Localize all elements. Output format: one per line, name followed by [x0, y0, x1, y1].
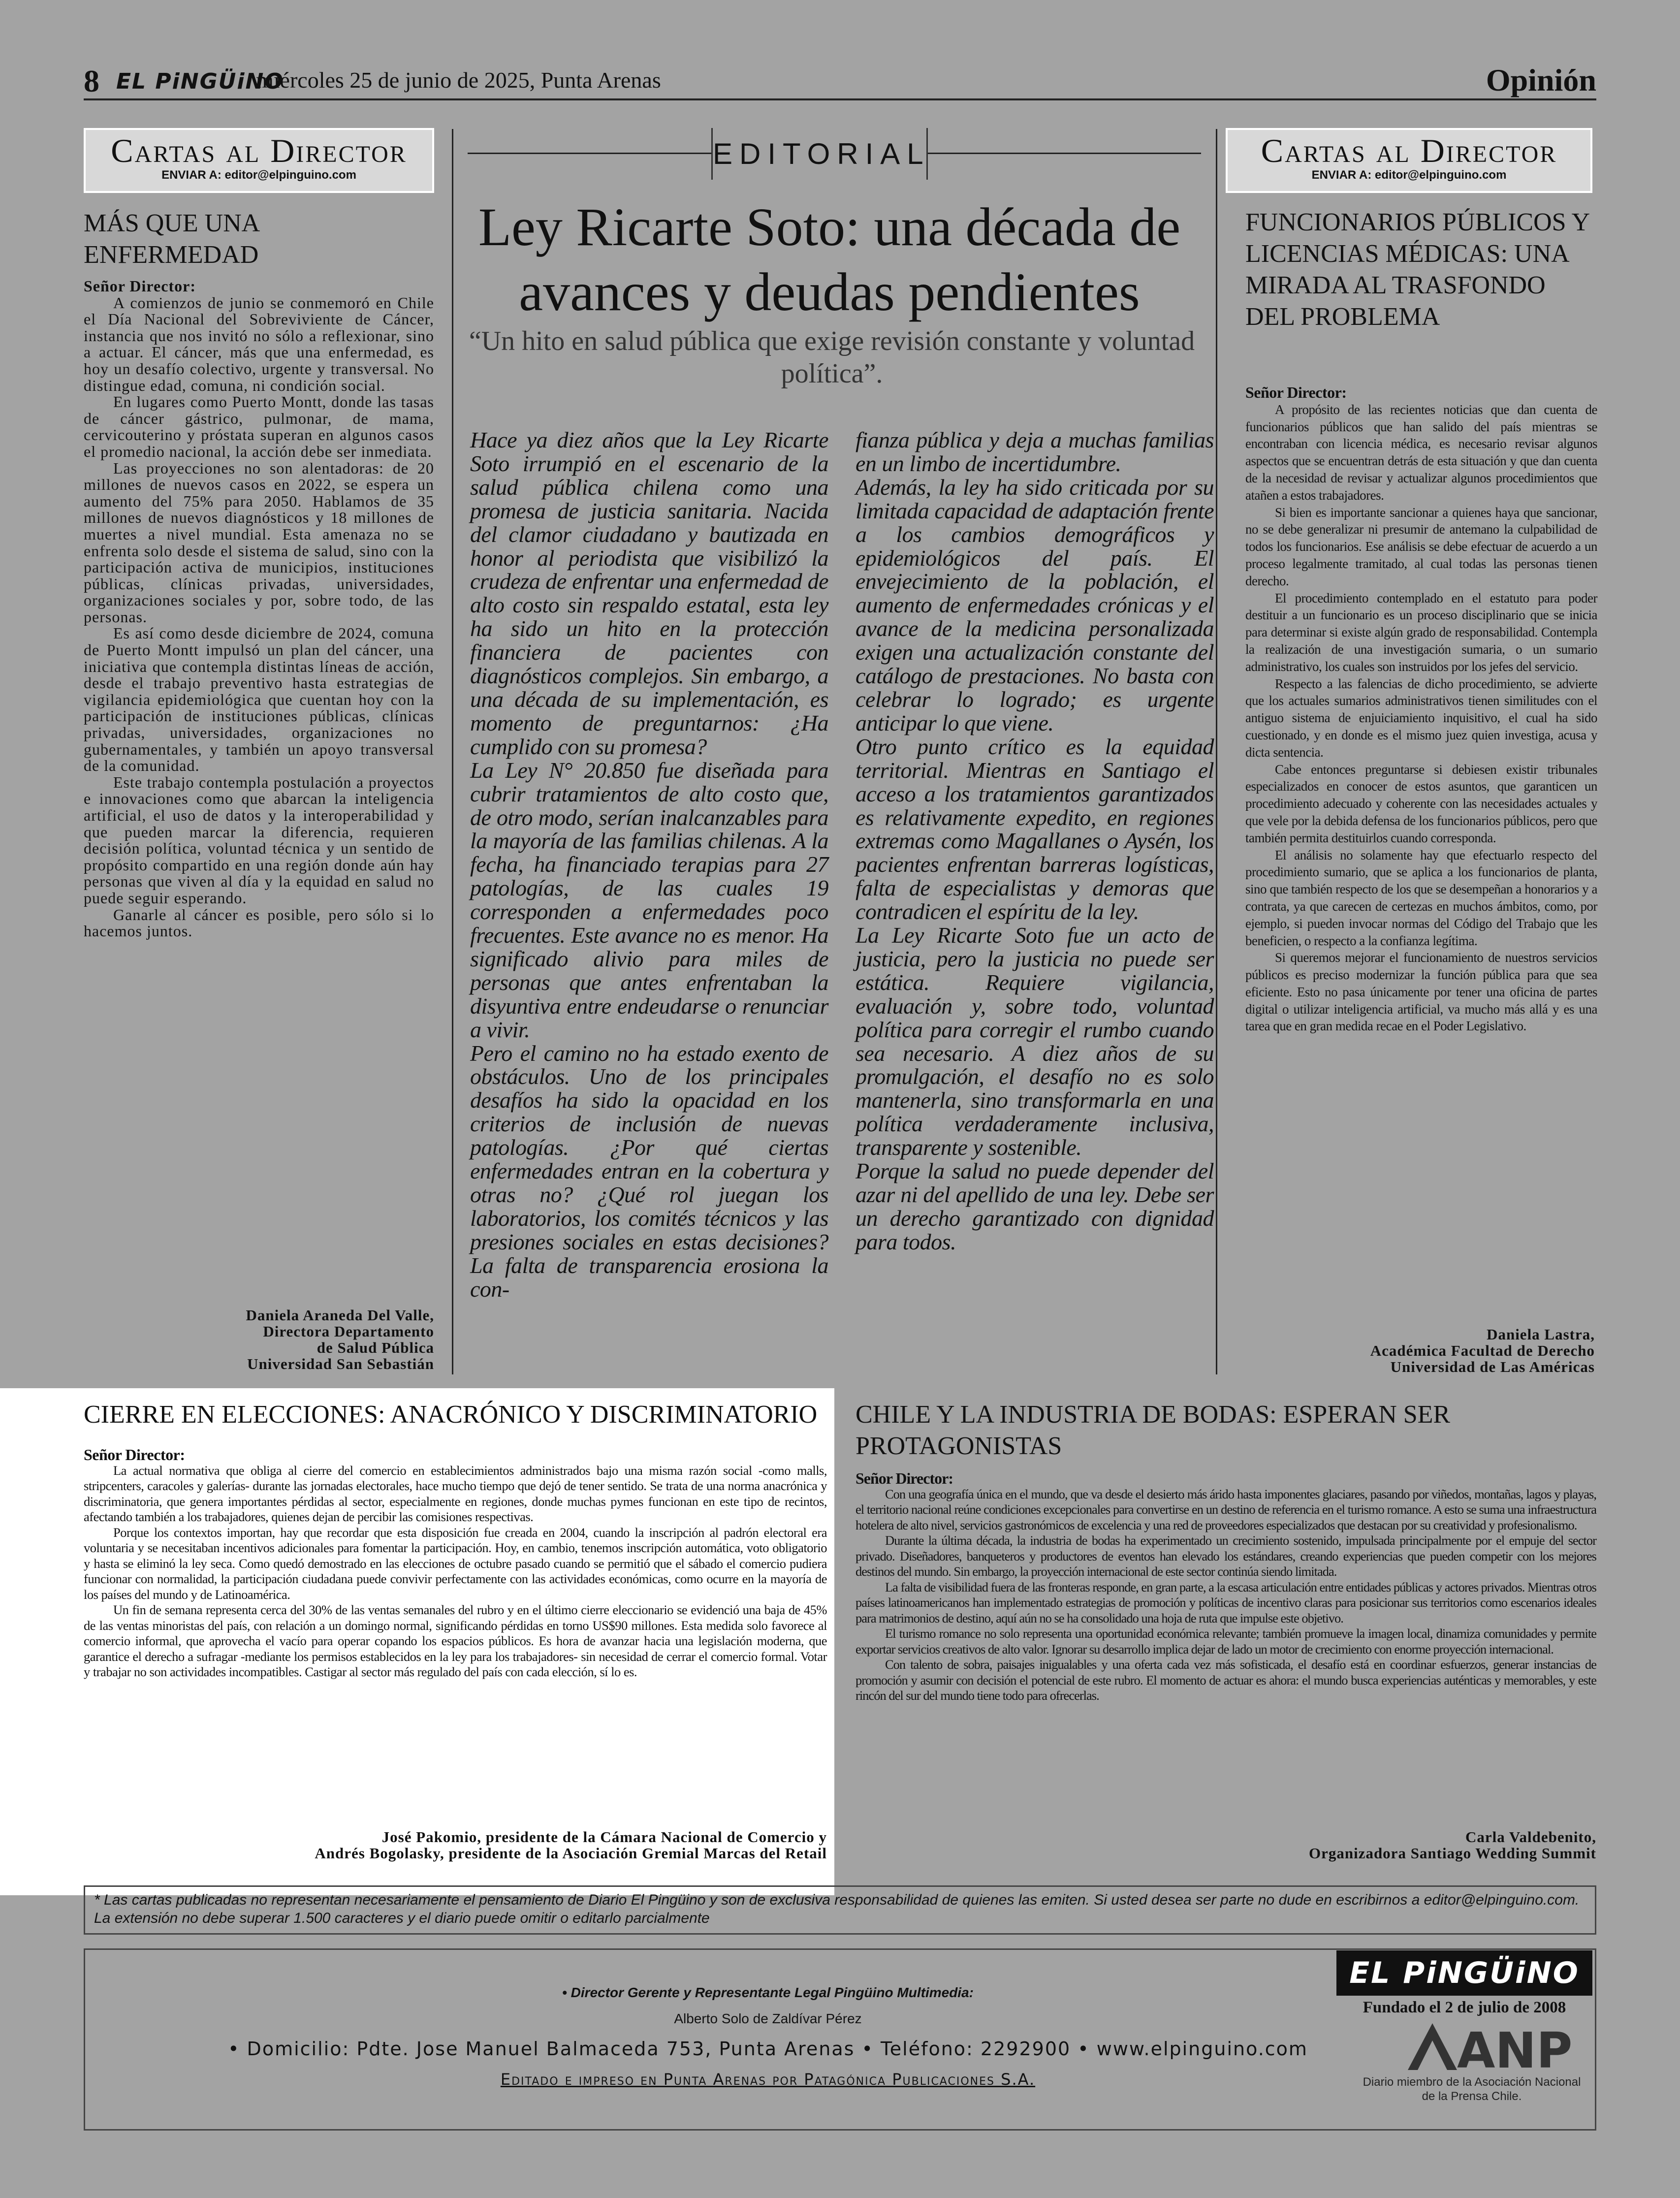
letter-body-right	[1245, 384, 1597, 1035]
paragraph: Durante la última década, la industria de bodas ha experimentado un crecimiento sostenido, impulsada principalmente por el empuje del sector privado. Diseñadores, banqueteros y productores de eventos han elevado los estándares, creando experiencias que pueden competir con los mejores destinos del mundo. Sin embargo, la proyección internacional de este sector continúa siendo limitada.	[856, 1533, 1596, 1579]
founded-date: Fundado el 2 de julio de 2008	[1363, 1999, 1566, 2016]
paragraph: En lugares como Puerto Montt, donde las tasas de cáncer gástrico, pulmonar, de mama, cervicouterino y próstata superan en algunos casos el promedio nacional, la acción debe ser inmediata.	[84, 393, 434, 460]
signature-line: Académica Facultad de Derecho	[1370, 1342, 1595, 1359]
letter-body-bottom-right	[856, 1471, 1596, 1704]
paragraph: Con talento de sobra, paisajes inigualables y una oferta cada vez más sofisticada, el desafío está en coordinar esfuerzos, generar instancias de promoción y asumir con decisión el potencial de este rubro. El momento de actuar es ahora: el mundo busca experiencias auténticas y memorables, y este rincón del sur del mundo tiene todo para ofrecerlas.	[856, 1657, 1596, 1703]
dateline: miércoles 25 de junio de 2025, Punta Arenas	[256, 67, 661, 93]
cartas-title: Cartas al Director	[1261, 132, 1557, 169]
paragraph: La actual normativa que obliga al cierre del comercio en establecimientos administrados bajo una misma razón social -como malls, stripcenters, caracoles y galerías- durante las jornadas electorales, hace mucho tiempo que dejó de tener sentido. Se trata de una norma anacrónica y discriminatoria, que genera importantes pérdidas al sector, especialmente en regiones, donde muchas pymes funcionan en este tipo de recintos, afectando también a los trabajadores, quienes dejan de percibir las comisiones respectivas.	[84, 1463, 827, 1524]
paragraph: El turismo romance no solo representa una oportunidad económica relevante; también promueve la imagen local, dinamiza comunidades y permite exportar servicios creativos de alto valor. Ignorar su desarrollo implica dejar de lado un motor de crecimiento con enorme proyección internacional.	[856, 1626, 1596, 1656]
letter-title: MÁS QUE UNA ENFERMEDAD	[84, 209, 259, 269]
paragraph: Si bien es importante sancionar a quienes haya que sancionar, no se debe generalizar ni presumir de antemano la culpabilidad de todos los funcionarios. Ese análisis se debe efectuar de acuerdo a un proceso legalmente tramitado, al cual todas las personas tienen derecho.	[1245, 505, 1597, 588]
signature-line: Daniela Lastra,	[1487, 1326, 1595, 1343]
send-to-email[interactable]: ENVIAR A: editor@elpinguino.com	[161, 168, 356, 182]
header-rule	[84, 98, 1596, 100]
paragraph: El procedimiento contemplado en el estatuto para poder destituir a un funcionario es un proceso disciplinario que se inicia para determinar si existe algún grado de responsabilidad. Contempla la realización de una investigación sumaria, o un sumario administrativo, los cuales son instruidos por los jefes del servicio.	[1245, 590, 1597, 674]
staff-role: • Director Gerente y Representante Legal Pingüino Multimedia:	[562, 1985, 974, 2000]
paragraph: A comienzos de junio se conmemoró en Chile el Día Nacional del Sobreviviente de Cáncer, instancia que nos invitó no sólo a reflexionar, sino a actuar. El cáncer, más que una enfermedad, es hoy un desafío colectivo, urgente y transversal. No distingue edad, comuna, ni condición social.	[84, 293, 434, 394]
anp-letters: ANP	[1457, 2022, 1573, 2079]
newspaper-logo: EL PiNGÜiNO	[1336, 1950, 1592, 1996]
signature-line: Universidad San Sebastián	[247, 1355, 434, 1372]
paragraph: Otro punto crítico es la equidad territorial. Mientras en Santiago el acceso a los tratamientos garantizados es relativamente expedito, en regiones extremas como Magallanes o Aysén, los pacientes enfrentan barreras logísticas, falta de especialistas y demoras que contradicen el espíritu de la ley.	[856, 733, 1214, 924]
paragraph: Cabe entonces preguntarse si debiesen existir tribunales especializados en conocer de estos asuntos, que garanticen un procedimiento adecuado y coherente con las necesidades actuales y que vele por la debida defensa de los funcionarios públicos, pero que también permita destituirlos cuando corresponda.	[1245, 762, 1597, 845]
salutation: Señor Director:	[856, 1469, 953, 1487]
editorial-column-2	[856, 428, 1214, 1254]
paragraph: Porque la salud no puede depender del azar ni del apellido de una ley. Debe ser un derecho garantizado con dignidad para todos.	[856, 1158, 1214, 1254]
paragraph: El análisis no solamente hay que efectuarlo respecto del procedimiento sumario, que se aplica a los funcionarios de planta, sino que también respecto de los que se desempeñan a honorarios y a contrata, ya que carecen de certezas en muchos ámbitos, como, por ejemplo, si pueden invocar normas del Código del Trabajo que les beneficien, o respecto a la confianza legítima.	[1245, 847, 1597, 948]
salutation: Señor Director:	[1245, 383, 1347, 401]
editorial-label: EDITORIAL	[713, 137, 930, 170]
anp-logo-icon	[1403, 2018, 1573, 2079]
send-to-email[interactable]: ENVIAR A: editor@elpinguino.com	[1311, 168, 1507, 182]
editorial-headline: Ley Ricarte Soto: una década de avances y deudas pendientes	[478, 197, 1181, 322]
printer-line: Editado e impreso en Punta Arenas por Patagónica Publicaciones S.A.	[500, 2070, 1036, 2089]
signature-line: Andrés Bogolasky, presidente de la Asociación Gremial Marcas del Retail	[315, 1845, 827, 1862]
paragraph: La falta de visibilidad fuera de las fronteras responde, en gran parte, a la escasa articulación entre entidades públicas y actores privados. Mientras otros países latinoamericanos han implementado estrategias de promoción y políticas de incentivo claras para posicionar sus territorios como escenarios ideales para matrimonios de destino, aquí aún no se ha consolidado una hoja de ruta que impulse este objetivo.	[856, 1579, 1596, 1625]
salutation: Señor Director:	[84, 1446, 185, 1464]
letter-title: FUNCIONARIOS PÚBLICOS Y LICENCIAS MÉDICAS: UNA MIRADA AL TRASFONDO DEL PROBLEMA	[1245, 208, 1589, 331]
letter-body-left	[84, 278, 434, 940]
paragraph: Las proyecciones no son alentadoras: de 20 millones de nuevos casos en 2022, se espera un aumento del 75% para 2050. Hablamos de 35 millones de nuevos diagnósticos y 18 millones de muertes a nivel mundial. Esta amenaza no se enfrenta solo desde el sistema de salud, sino con la participación activa de municipios, instituciones públicas, clínicas privadas, universidades, organizaciones sociales y por, sobre todo, de las personas.	[84, 459, 434, 626]
paragraph: Ganarle al cáncer es posible, pero sólo si lo hacemos juntos.	[84, 905, 434, 940]
signature-line: Organizadora Santiago Wedding Summit	[1308, 1845, 1596, 1862]
paragraph: La Ley N° 20.850 fue diseñada para cubrir tratamientos de alto costo que, de otro modo, serían inalcanzables para la mayoría de las familias chilenas. A la fecha, ha financiado terapias para 27 patologías, de las cuales 19 corresponden a enfermedades poco frecuentes. Este avance no es menor. Ha significado alivio para miles de personas que antes enfrentaban la disyuntiva entre endeudarse o renunciar a vivir.	[470, 757, 828, 1042]
signature-line: José Pakomio, presidente de la Cámara Nacional de Comercio y	[381, 1828, 827, 1846]
paragraph: Respecto a las falencias de dicho procedimiento, se advierte que los actuales sumarios administrativos tienen similitudes con el antiguo sistema de enjuiciamiento inquisitivo, el cual ha sido cuestionado, y en donde es el mismo juez quien investiga, acusa y dicta sentencia.	[1245, 676, 1597, 760]
signature-line: Universidad de Las Américas	[1390, 1358, 1595, 1375]
cartas-box-left	[84, 128, 434, 193]
paragraph: fianza pública y deja a muchas familias en un limbo de incertidumbre.	[856, 427, 1214, 476]
editorial-column-1	[470, 428, 828, 1301]
address-line: • Domicilio: Pdte. Jose Manuel Balmaceda 753, Punta Arenas • Teléfono: 2292900 • www.elpinguino.com	[228, 2038, 1308, 2060]
paragraph: Además, la ley ha sido criticada por su limitada capacidad de adaptación frente a los cambios demográficos y epidemiológicos del país. El envejecimiento de la población, el aumento de enfermedades crónicas y el avance de la medicina personalizada exigen una actualización constante del catálogo de prestaciones. No basta con celebrar lo logrado; es urgente anticipar lo que viene.	[856, 474, 1214, 735]
paragraph: Este trabajo contempla postulación a proyectos e innovaciones como que abarcan la inteligencia artificial, el uso de datos y la interoperabilidad y que pueden marcar la diferencia, requieren decisión política, voluntad técnica y un sentido de propósito compartido en una región donde aún hay personas que viven al día y la equidad en salud no puede seguir esperando.	[84, 773, 434, 907]
paragraph: Con una geografía única en el mundo, que va desde el desierto más árido hasta imponentes glaciares, pasando por viñedos, montañas, lagos y playas, el territorio nacional reúne condiciones excepcionales para convertirse en un destino de referencia en el turismo romance. A esto se suma una infraestructura hotelera de alto nivel, servicios gastronómicos de excelencia y una red de proveedores especializados que destacan por su creatividad y profesionalismo.	[856, 1486, 1596, 1532]
cartas-title: Cartas al Director	[111, 132, 407, 169]
disclaimer: * Las cartas publicadas no representan necesariamente el pensamiento de Diario El Pingüino y son de exclusiva responsabilidad de quienes las emiten. Si usted desea ser parte no dude en escribirnos a editor@elpinguino.com. La extensión no debe superar 1.500 caracteres y el diario puede omitir o editarlo parcialmente	[84, 1885, 1596, 1935]
paragraph: Si queremos mejorar el funcionamiento de nuestros servicios públicos es preciso modernizar la función pública para que sea eficiente. Esto no pasa únicamente por tener una oficina de partes digital o utilizar inteligencia artificial, va mucho más allá y es una tarea que en gran medida recae en el Poder Legislativo.	[1245, 950, 1597, 1034]
masthead-brand: EL PiNGÜiNO	[116, 69, 284, 94]
letter-body-bottom-left	[84, 1447, 827, 1680]
paragraph: Un fin de semana representa cerca del 30% de las ventas semanales del rubro y en el último cierre eleccionario se evidenció una baja de 45% de las ventas minoristas del país, con relación a un domingo normal, significando pérdidas en torno US$90 millones. Esta medida solo favorece al comercio informal, que aprovecha el vacío para operar copando los espacios públicos. Es hora de avanzar hacia una legislación moderna, que garantice el derecho a sufragar -mediante los permisos establecidos en la ley para los trabajadores- sin necesidad de cerrar el comercio formal. Votar y trabajar no son actividades incompatibles. Castigar al sector más regulado del país con cada elección, sí lo es.	[84, 1602, 827, 1679]
paragraph: Hace ya diez años que la Ley Ricarte Soto irrumpió en el escenario de la salud pública chilena como una promesa de justicia sanitaria. Nacida del clamor ciudadano y bautizada en honor al periodista que visibilizó la crudeza de enfrentar una enfermedad de alto costo sin respaldo estatal, esta ley ha sido un hito en la protección financiera de pacientes con diagnósticos complejos. Sin embargo, a una década de su implementación, es momento de preguntarnos: ¿Ha cumplido con su promesa?	[470, 427, 828, 759]
paragraph: Porque los contextos importan, hay que recordar que esta disposición fue creada en 2004, cuando la inscripción al padrón electoral era voluntaria y se necesitaban incentivos adicionales para fomentar la participación. Hoy, en cambio, tenemos inscripción automática, voto obligatorio y hasta se eliminó la ley seca. Como quedó demostrado en las elecciones de octubre pasado cuando se permitió que el sábado el comercio pudiera funcionar con normalidad, la participación ciudadana puede convivir perfectamente con las actividades económicas, como ocurre en la mayoría de los países del mundo y de Latinoamérica.	[84, 1525, 827, 1602]
cartas-box-right	[1226, 128, 1592, 193]
signature-line: de Salud Pública	[317, 1339, 434, 1356]
signature-line: Carla Valdebenito,	[1465, 1828, 1596, 1846]
paragraph: A propósito de las recientes noticias que dan cuenta de funcionarios públicos que han salido del país mientras se encontraban con licencia médica, es necesario revisar algunos aspectos que se encuentran detrás de esta situación y que dan cuenta de la necesidad de revisar y actualizar algunos procedimientos que atañen a estos trabajadores.	[1245, 402, 1597, 503]
page-number: 8	[84, 64, 99, 98]
signature-line: Daniela Araneda Del Valle,	[246, 1306, 434, 1324]
signature-right	[1245, 1326, 1595, 1375]
section-name: Opinión	[1486, 63, 1596, 97]
paragraph: Es así como desde diciembre de 2024, comuna de Puerto Montt impulsó un plan del cáncer, una iniciativa que contempla distintas líneas de acción, desde el trabajo preventivo hasta estrategias de vigilancia epidemiológica que cuentan hoy con la participación de instituciones públicas, clínicas privadas, universidades, organizaciones no gubernamentales, y también un apoyo transversal de la comunidad.	[84, 624, 434, 775]
editorial-rule-right	[1216, 129, 1217, 1374]
paragraph: La Ley Ricarte Soto fue un acto de justicia, pero la justicia no puede ser estática. Requiere vigilancia, evaluación y, sobre todo, voluntad política para corregir el rumbo cuando sea necesario. A diez años de su promulgación, el desafío no es solo mantenerla, sino transformarla en una política verdaderamente inclusiva, transparente y sostenible.	[856, 923, 1214, 1160]
paragraph: Pero el camino no ha estado exento de obstáculos. Uno de los principales desafíos ha sido la opacidad en los criterios de inclusión de nuevas patologías. ¿Por qué ciertas enfermedades entran en la cobertura y otras no? ¿Qué rol juegan los laboratorios, los comités técnicos y las presiones sociales en estas decisiones? La falta de transparencia erosiona la con-	[470, 1040, 828, 1302]
letter-title: CIERRE EN ELECCIONES: ANACRÓNICO Y DISCRIMINATORIO	[84, 1401, 818, 1429]
staff-name: Alberto Solo de Zaldívar Pérez	[674, 2011, 862, 2026]
signature-line: Directora Departamento	[263, 1323, 434, 1340]
letter-title: CHILE Y LA INDUSTRIA DE BODAS: ESPERAN SER PROTAGONISTAS	[856, 1401, 1451, 1460]
signature-left	[84, 1307, 434, 1372]
signature-bottom-right	[856, 1829, 1596, 1861]
salutation: Señor Director:	[84, 277, 196, 295]
editorial-subhead: “Un hito en salud pública que exige revisión constante y voluntad política”.	[469, 326, 1195, 389]
editorial-label-box	[711, 128, 928, 180]
signature-bottom-left	[84, 1829, 827, 1861]
anp-caption: Diario miembro de la Asociación Nacional de la Prensa Chile.	[1363, 2075, 1581, 2103]
